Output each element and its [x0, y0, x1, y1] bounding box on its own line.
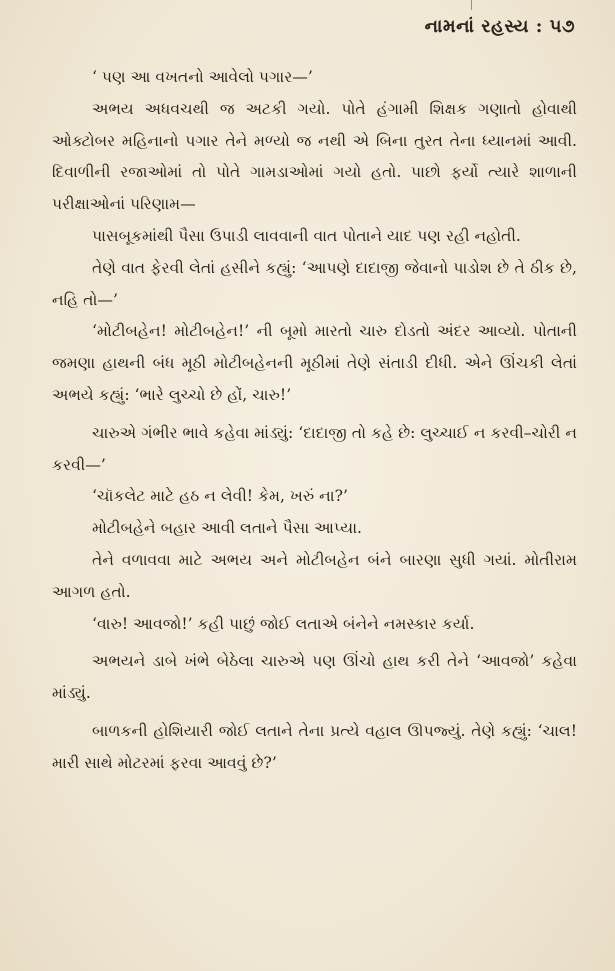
paragraph: ‘ પણ આ વખતનો આવેલો પગાર—’	[92, 68, 313, 86]
running-header: નામનાં રહસ્ય : ૫૭	[424, 16, 575, 37]
paragraph: ‘વારુ! આવજો!’ કહી પાછું જોઈ લતાએ બંનેને નમસ્કાર કર્યા.	[92, 614, 475, 633]
paragraph: ‘મોટીબહેન! મોટીબહેન!’ ની બૂમો મારતો ચારુ દોડતો અંદર આવ્યો. પોતાની જમણા હાથની બંધ મૂઠી મોટીબહેનની મૂઠીમાં તેણે સંતાડી દીધી. એને ઊંચકી લેતાં અભયે કહ્યું: ‘ભારે લુચ્ચો છે હોં, ચારુ!’	[52, 322, 577, 404]
paragraph: તેને વળાવવા માટે અભય અને મોટીબહેન બંને બારણા સુધી ગયાં. મોતીરામ આગળ હતો.	[52, 550, 577, 601]
paragraph: બાળકની હોશિયારી જોઈ લતાને તેના પ્રત્યે વહાલ ઊપજ્યું. તેણે કહ્યું: ‘ચાલ! મારી સાથે મોટરમાં ફરવા આવવું છે?’	[52, 721, 577, 772]
page-body	[52, 62, 577, 780]
paragraph: અભય અધવચથી જ અટકી ગયો. પોતે હંગામી શિક્ષક ગણાતો હોવાથી ઓક્ટોબર મહિનાનો પગાર તેને મળ્યો જ નથી એ બિના તુરત તેના ધ્યાનમાં આવી. દિવાળીની રજાઓમાં તો પોતે ગામડાઓમાં ગયો હતો. પાછો ફર્યો ત્યારે શાળાની પરીક્ષાઓનાં પરિણામ—	[52, 99, 577, 214]
paragraph: તેણે વાત ફેરવી લેતાં હસીને કહ્યું: ‘આપણે દાદાજી જેવાનો પાડોશ છે તે ઠીક છે, નહિ તો—’	[52, 258, 577, 309]
page-gutter-mark	[471, 0, 472, 10]
paragraph: પાસબૂકમાંથી પૈસા ઉપાડી લાવવાની વાત પોતાને યાદ પણ રહી નહોતી.	[92, 226, 521, 245]
paragraph: ચારુએ ગંભીર ભાવે કહેવા માંડ્યું: ‘દાદાજી તો કહે છે: લુચ્ચાઈ ન કરવી–ચોરી ન કરવી—’	[52, 423, 577, 474]
paragraph: મોટીબહેને બહાર આવી લતાને પૈસા આપ્યા.	[92, 519, 362, 538]
paragraph: ‘ચૉકલેટ માટે હઠ ન લેવી! કેમ, ખરું ના?’	[92, 487, 348, 506]
paragraph: અભયને ડાબે ખંભે બેઠેલા ચારુએ પણ ઊંચો હાથ કરી તેને ‘આવજો’ કહેવા માંડ્યું.	[52, 652, 577, 703]
